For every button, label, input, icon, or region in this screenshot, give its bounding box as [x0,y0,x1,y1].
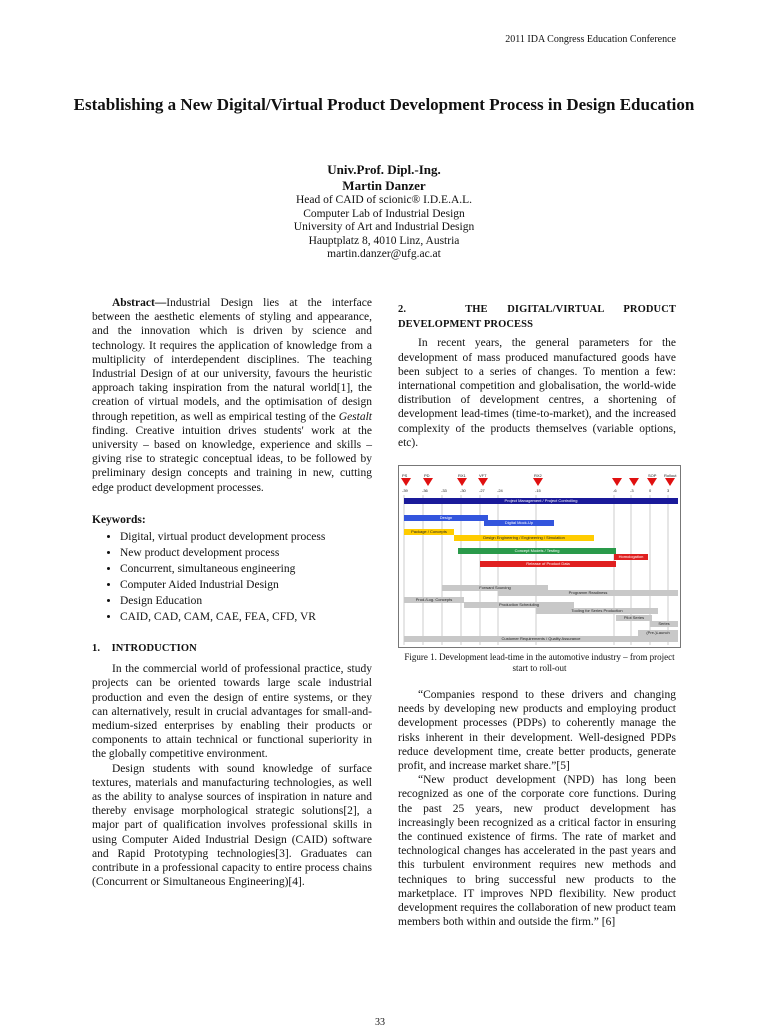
timeline-bar: Tooling for Series Production [536,608,658,614]
section-2-heading [398,302,676,332]
timeline-bar: Release of Product Data [480,561,616,567]
milestone-label: PS [402,473,408,478]
section-1-title: INTRODUCTION [111,643,197,655]
milestone-marker [533,478,543,486]
section-1-heading [92,641,372,656]
month-tick-label: 0 [649,488,652,493]
timeline-bar: Programm Readiness [498,590,678,596]
timeline-bar: Production Scheduling [464,602,574,608]
abstract-text: Industrial Design lies at the interface between the aesthetic elements of styling and appearance, and the innovation which is driven by science and technology. It requires the application of knowledge from a multiplicity of interdependent disciplines. The teaching Industrial Design of at our university, favours the heuristic approach taking inspiration from the natural world[1], the creation of virtual models, and the optimisation of design through repetition, as well as empirical testing of the [92,297,372,423]
keywords-heading: Keywords: [92,513,146,526]
milestone-label: SOP [648,473,657,478]
abstract [92,296,372,495]
section-2-paragraph-1: In recent years, the general parameters for the development of mass produced manufactured goods have been subject to a series of changes. To mention a few: international competition and globalisation, the world-wide distribution of development centres, a shortening of development lead-times (time-to-market), and the increased complexity of the products themselves (variable options, etc). [398,337,676,449]
month-tick-label: -3 [630,488,634,493]
milestone-marker [423,478,433,486]
milestone-marker [457,478,467,486]
milestone-label: RX2 [534,473,542,478]
section-2-paragraph-3: “New product development (NPD) has long been recognized as one of the corporate core functions. During the past 25 years, new product development has increasingly been recognized as a critical factor in ensuring the continued existence of firms. The rate of market and technological changes has accelerated in the past years and this turbulent environment requires new methods and techniques to bring successful new products to the marketplace. IT improves NPD flexibility. New product development requires the collaboration of new product team members both within and outside the firm.” [6] [398,774,676,929]
keyword-item: • Digital, virtual product development process [120,529,372,545]
month-tick-label: -39 [402,488,408,493]
figure-1-timeline-chart [398,465,681,648]
milestone-marker [629,478,639,486]
author-line-1: Univ.Prof. Dipl.-Ing. [327,162,441,177]
affiliation-line: Head of CAID of scionic® I.D.E.A.L. [295,194,473,206]
keywords-list [92,529,372,625]
abstract-label: Abstract— [112,297,167,309]
right-column-top [398,302,676,450]
timeline-bar: Concept Models / Testing [458,548,616,554]
month-tick-label: -15 [535,488,541,493]
timeline-bar: Project Management / Project Controlling [404,498,678,504]
running-header: 2011 IDA Congress Education Conference [505,34,676,45]
left-column [92,296,372,890]
author-block [0,162,768,194]
milestone-marker [665,478,675,486]
author-name: Martin Danzer [342,178,426,193]
affiliation-line: University of Art and Industrial Design [293,221,475,233]
milestone-label: RX1 [458,473,466,478]
section-2-paragraph-2: “Companies respond to these drivers and changing needs by developing new products and employing product development processes (PDPs) to coherently manage the risks inherent in their development. Well-designed PDPs reduce development time, create better products, generate profit, and increase market share.”[5] [398,689,676,773]
author-email: martin.danzer@ufg.ac.at [327,248,441,260]
keyword-item: • CAID, CAD, CAM, CAE, FEA, CFD, VR [120,609,372,625]
right-column-bottom [398,688,676,929]
month-tick-label: -30 [460,488,466,493]
keyword-item: • Computer Aided Industrial Design [120,577,372,593]
timeline-bar: Pilot Series [616,615,652,621]
timeline-bar: Customer Requirements / Quality Assurance [404,636,678,642]
milestone-label: PD [424,473,430,478]
milestone-label: Rollout [664,473,677,478]
month-tick-label: -6 [613,488,617,493]
keyword-item: • Design Education [120,593,372,609]
timeline-bar: Digital Mock-Up [484,520,554,526]
month-tick-label: -36 [422,488,428,493]
timeline-bar: Prod./Log. Concepts [404,597,464,603]
abstract-text-2: finding. Creative intuition drives students' work at the university – based on knowledge, experience and skills – giving rise to strategic conceptual ideas, to be followed by preliminary design concepts and training in new, cutting edge product development processes. [92,424,372,494]
affiliation [0,194,768,262]
milestone-marker [647,478,657,486]
month-tick-label: -33 [441,488,447,493]
section-1-paragraph-1: In the commercial world of professional practice, study projects can be oriented towards large scale industrial production and even the design of entire systems, or they can alternatively, result in crucial advantages for small-and-medium-sized enterprises by enabling their products or components to attain technical or functional superiority in the globally competitive environment. [92,663,372,761]
month-tick-label: -24 [497,488,503,493]
timeline-bar: (Pre-)Launch [638,630,678,636]
milestone-marker [478,478,488,486]
affiliation-line: Computer Lab of Industrial Design [303,207,465,220]
affiliation-line: Hauptplatz 8, 4010 Linz, Austria [308,234,460,247]
month-tick-label: 3 [667,488,670,493]
timeline-bar: Series [650,621,678,627]
section-2-title: THE DIGITAL/VIRTUAL PRODUCT DEVELOPMENT PROCESS [398,304,677,331]
abstract-italic: Gestalt [338,410,372,423]
keyword-item: • New product development process [120,545,372,561]
page-number: 33 [375,1017,385,1028]
section-2-number: 2. [398,304,407,315]
timeline-bar: Package / Concepts [404,529,454,535]
milestone-label: VFT [479,473,487,478]
timeline-bar: Forward Sourcing [442,585,548,591]
paper-title: Establishing a New Digital/Virtual Product Development Process in Design Education [73,95,695,114]
timeline-bar: Design Engineering / Engineering / Simulation [454,535,594,541]
milestone-marker [401,478,411,486]
keyword-item: • Concurrent, simultaneous engineering [120,561,372,577]
timeline-bar: Homologation [614,554,648,560]
section-1-number: 1. [92,643,101,655]
month-tick-label: -27 [479,488,485,493]
timeline-bar: Design [404,515,488,521]
figure-caption: Figure 1. Development lead-time in the automotive industry – from project start to roll-out [404,652,675,673]
section-1-paragraph-2: Design students with sound knowledge of surface textures, materials and manufacturing technologies, as well as the ability to analyse sources of inspiration in nature and thereby envisage morphological strategic solutions[2], a major part of qualification involves professional skills in using Computer Aided Industrial Design (CAID) software and Rapid Prototyping technologies[3]. Graduates can contribute in a professional capacity to entire process chains (Concurrent or Simultaneous Engineering)[4]. [92,762,372,889]
milestone-marker [612,478,622,486]
